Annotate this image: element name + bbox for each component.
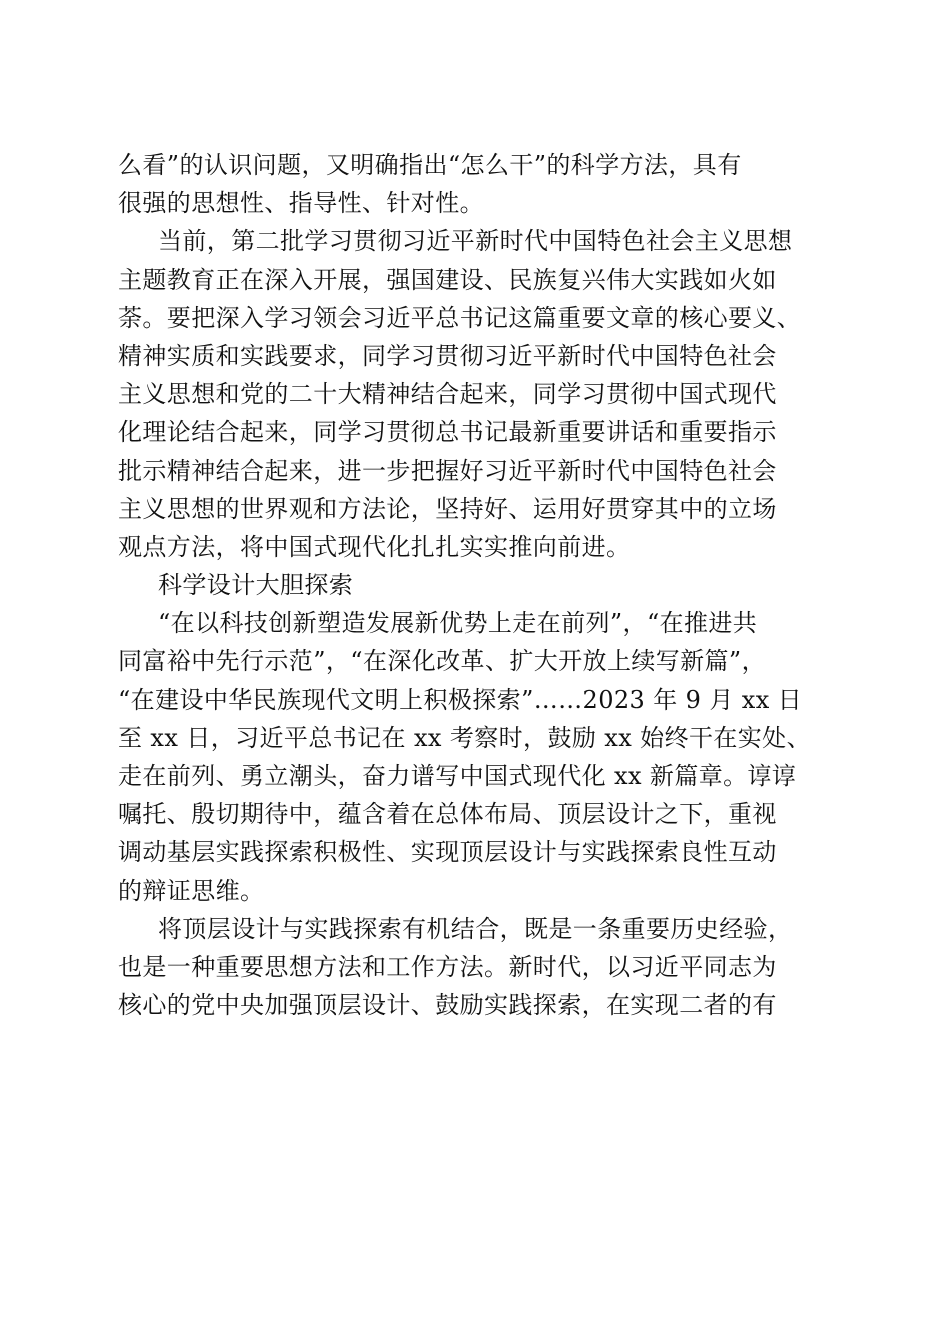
paragraph-continuation (118, 146, 824, 222)
section-heading (118, 566, 824, 604)
text-line: “在建设中华民族现代文明上积极探索”……2023 年 9 月 xx 日 (118, 685, 803, 714)
text-line: 走在前列、勇立潮头，奋力谱写中国式现代化 xx 新篇章。谆谆 (118, 762, 797, 790)
document-body (118, 146, 824, 1024)
text-line: 么看”的认识问题，又明确指出“怎么干”的科学方法，具有 (118, 151, 742, 179)
text-line: 至 xx 日，习近平总书记在 xx 考察时，鼓励 xx 始终干在实处、 (118, 723, 811, 752)
text-line: 的辩证思维。 (118, 876, 265, 905)
text-line: 荼。要把深入学习领会习近平总书记这篇重要文章的核心要义、 (118, 303, 802, 332)
text-line: 化理论结合起来，同学习贯彻总书记最新重要讲话和重要指示 (118, 418, 777, 447)
text-line: 当前，第二批学习贯彻习近平新时代中国特色社会主义思想 (158, 227, 793, 256)
section-heading-text: 科学设计大胆探索 (158, 571, 354, 600)
text-line: 主题教育正在深入开展，强国建设、民族复兴伟大实践如火如 (118, 265, 777, 294)
text-line: 也是一种重要思想方法和工作方法。新时代，以习近平同志为 (118, 952, 777, 981)
text-line: 很强的思想性、指导性、针对性。 (118, 189, 484, 218)
text-line: 核心的党中央加强顶层设计、鼓励实践探索，在实现二者的有 (118, 991, 777, 1020)
text-line: 嘱托、殷切期待中，蕴含着在总体布局、顶层设计之下，重视 (118, 800, 777, 829)
text-line: 主义思想和党的二十大精神结合起来，同学习贯彻中国式现代 (118, 380, 777, 409)
text-line: 将顶层设计与实践探索有机结合，既是一条重要历史经验， (158, 914, 793, 943)
paragraph (118, 222, 824, 566)
text-line: 同富裕中先行示范”，“在深化改革、扩大开放上续写新篇”， (118, 647, 767, 676)
text-line: “在以科技创新塑造发展新优势上走在前列”，“在推进共 (158, 609, 758, 638)
paragraph (118, 910, 824, 1025)
paragraph (118, 604, 824, 910)
text-line: 调动基层实践探索积极性、实现顶层设计与实践探索良性互动 (118, 838, 777, 867)
text-line: 观点方法，将中国式现代化扎扎实实推向前进。 (118, 532, 631, 561)
text-line: 精神实质和实践要求，同学习贯彻习近平新时代中国特色社会 (118, 341, 777, 370)
text-line: 批示精神结合起来，进一步把握好习近平新时代中国特色社会 (118, 456, 777, 485)
text-line: 主义思想的世界观和方法论，坚持好、运用好贯穿其中的立场 (118, 494, 777, 523)
